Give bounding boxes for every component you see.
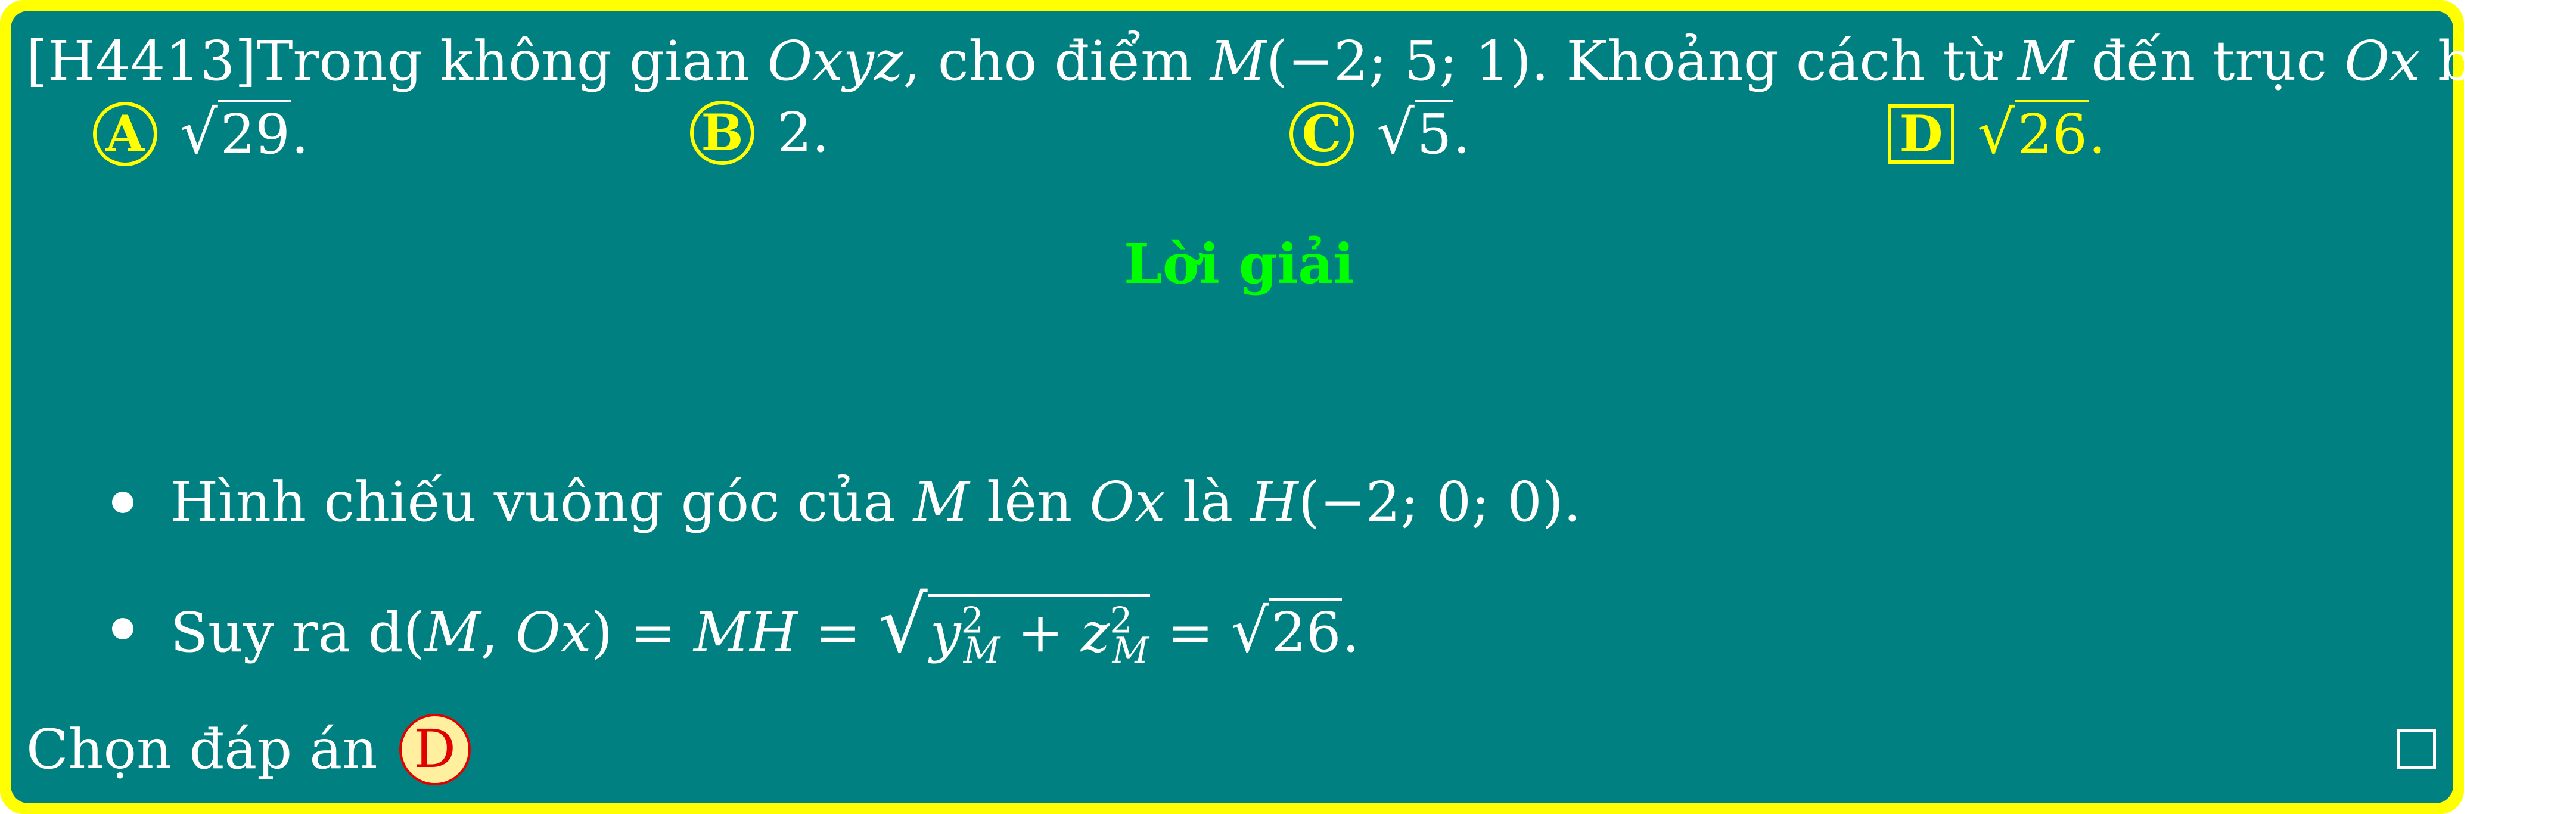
solution-step-2: Suy ra d(M, Ox) = MH = $√y^2_M + z^2_M = √26$. <box>112 592 1360 666</box>
solution-step-1: Hình chiếu vuông góc của M lên Ox là H(−2; 0; 0). <box>112 470 1581 535</box>
choice-value: √26 <box>1977 98 2087 167</box>
end-of-proof-icon <box>2397 729 2436 769</box>
question-panel <box>11 11 2576 803</box>
choice-letter: B <box>690 101 754 165</box>
choice-value: √29 <box>180 98 290 167</box>
question-text: [H4413]Trong không gian Oxyz, cho điểm M(−2; 5; 1). Khoảng cách từ M đến trục Ox bằng <box>26 29 2576 93</box>
choice-a[interactable]: A √29 . <box>93 100 309 167</box>
choice-letter: C <box>1289 102 1354 166</box>
choice-d[interactable]: D √26 . <box>1888 100 2106 167</box>
point-coords: (−2; 5; 1) <box>1266 29 1531 93</box>
choice-value: √5 <box>1376 98 1452 167</box>
choice-c[interactable]: C √5 . <box>1289 100 1471 167</box>
axis-name: Ox <box>2344 29 2420 93</box>
choice-b[interactable] <box>690 100 829 166</box>
choice-letter: A <box>93 102 157 166</box>
choice-value: 2. <box>777 101 829 164</box>
answer-label: Chọn đáp án <box>26 717 378 781</box>
answer-line <box>26 714 471 785</box>
space-name: Oxyz <box>767 29 903 93</box>
question-id: [H4413] <box>26 29 257 93</box>
solution-title: Lời giải <box>1124 232 1354 296</box>
bullet-icon <box>112 618 133 639</box>
bullet-icon <box>112 492 133 513</box>
point-name: M <box>1210 29 1266 93</box>
answer-badge: D <box>399 714 471 785</box>
choice-letter: D <box>1888 104 1954 164</box>
